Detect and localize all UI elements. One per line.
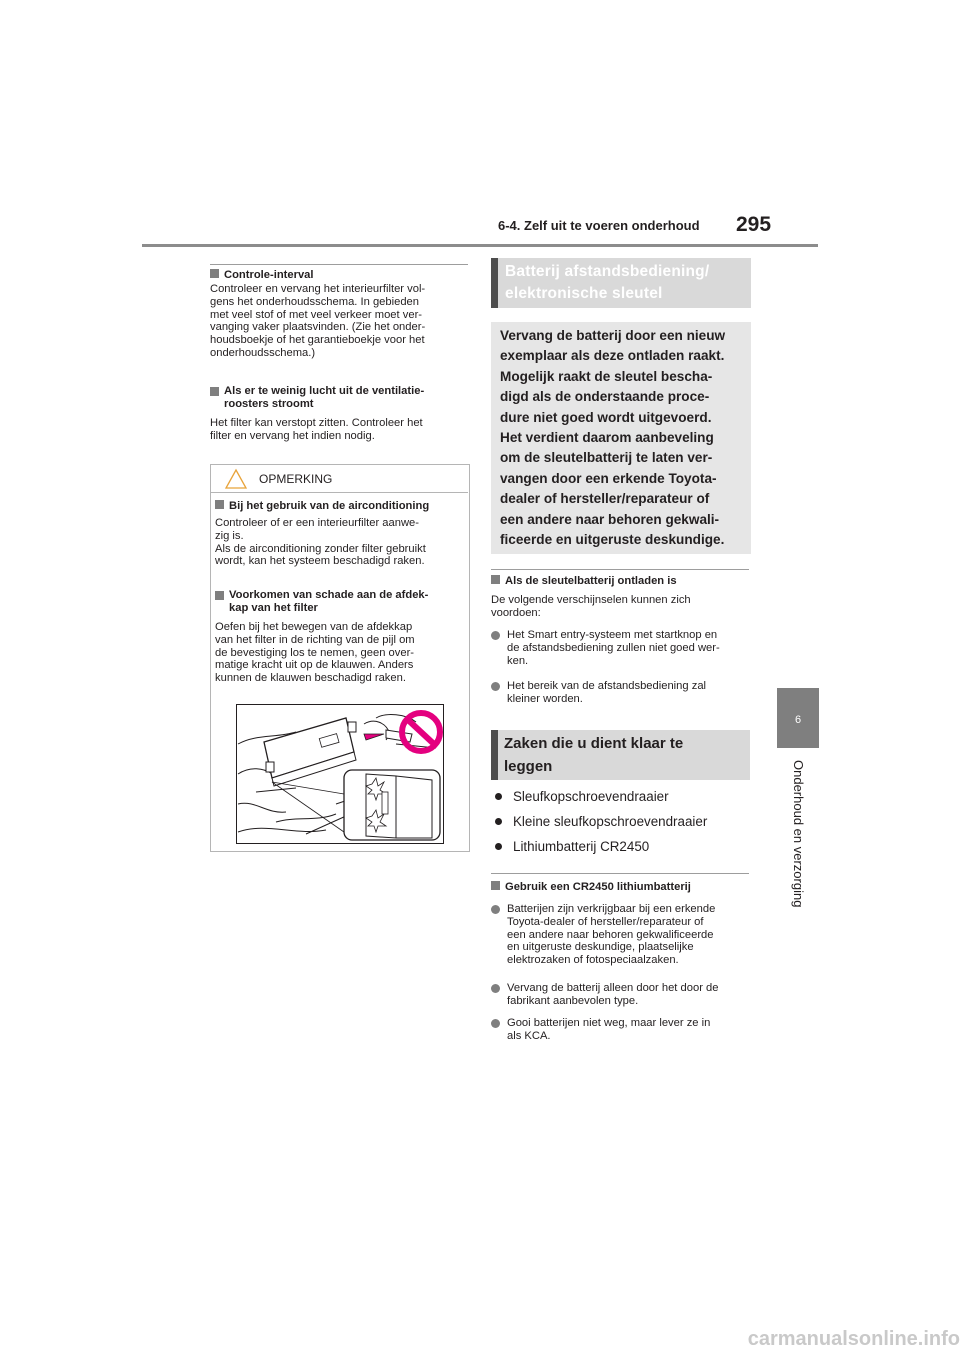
notice-item2-body: Oefen bij het bewegen van de afdekkap van het filter in de richting van de pijl om de bevestiging los te nemen, geen over- matige kracht uit op de klauwen. Anders kunnen de klauwen beschadigd raken.: [215, 621, 415, 685]
filter-cover-illustration: [236, 704, 444, 844]
notice-item1-body: Controleer of er een interieurfilter aanwe- zig is. Als de airconditioning zonder filter gebruikt wordt, kan het systeem beschadigd raken.: [215, 517, 426, 568]
square-bullet-icon: [215, 591, 224, 600]
notice-item2-heading: Voorkomen van schade aan de afdek- kap van het filter: [215, 589, 467, 615]
ontladen-body: De volgende verschijnselen kunnen zich voordoen:: [491, 594, 691, 619]
battery-section-heading-text: Batterij afstandsbediening/ elektronische sleutel: [505, 263, 710, 302]
controle-body: Controleer en vervang het interieurfilter vol- gens het onderhoudsschema. In gebieden met veel stof of met veel verkeer moet ver- vanging vaker plaatsvinden. (Zie het onder- houdsboekje of het garantieboekje voor het onderhoudsschema.): [210, 283, 426, 359]
round-bullet-icon: [491, 905, 500, 914]
square-bullet-icon: [210, 387, 219, 396]
section-rule: [491, 873, 749, 874]
cr2450-bullet-2: Vervang de batterij alleen door het door de fabrikant aanbevolen type.: [491, 982, 769, 1008]
tool-item-3: Lithiumbatterij CR2450: [491, 839, 649, 855]
header-rule: [142, 244, 818, 247]
round-bullet-icon: [491, 1019, 500, 1028]
weinig-lucht-heading: Als er te weinig lucht uit de ventilatie- roosters stroomt: [210, 385, 470, 411]
chapter-number: 6: [794, 714, 802, 726]
round-bullet-icon: [491, 682, 500, 691]
round-bullet-icon: [495, 843, 502, 850]
round-bullet-icon: [491, 631, 500, 640]
cr2450-bullet-3: Gooi batterijen niet weg, maar lever ze in als KCA.: [491, 1017, 769, 1043]
square-bullet-icon: [491, 575, 500, 584]
round-bullet-icon: [495, 793, 502, 800]
notice-item1-heading: Bij het gebruik van de airconditioning: [215, 500, 429, 513]
klaar-section-heading-text: Zaken die u dient klaar te leggen: [504, 735, 684, 775]
tool-item-1: Sleufkopschroevendraaier: [491, 789, 669, 805]
controle-heading: Controle-interval: [210, 269, 314, 282]
ontladen-bullet-1: Het Smart entry-systeem met startknop en de afstandsbediening zullen niet goed wer- ken.: [491, 629, 769, 667]
notice-separator: [211, 492, 468, 493]
section-rule: [210, 264, 468, 265]
page-number: 295: [736, 213, 772, 236]
section-rule: [491, 569, 749, 570]
warning-triangle-icon: [224, 468, 248, 490]
battery-note-text: Vervang de batterij door een nieuw exemplaar als deze ontladen raakt. Mogelijk raakt de sleutel bescha- digd als de onderstaande proce- dure niet goed wordt uitgevoerd. Het verdient daarom aanbeveling om de sleutelbatterij te laten ver- vangen door een erkende Toyota- dealer of hersteller/reparateur of een andere naar behoren gekwali- ficeerde en uitgeruste deskundige.: [500, 328, 726, 548]
square-bullet-icon: [215, 500, 224, 509]
cr2450-bullet-1: Batterijen zijn verkrijgbaar bij een erkende Toyota-dealer of hersteller/reparateur of een andere naar behoren gekwalificeerde en uitgeruste deskundige, plaatselijke elektrozaken of fotospeciaalzaken.: [491, 903, 769, 967]
watermark: carmanualsonline.info: [747, 1328, 960, 1350]
cr2450-heading: Gebruik een CR2450 lithiumbatterij: [491, 881, 691, 894]
tool-item-2: Kleine sleufkopschroevendraaier: [491, 814, 707, 830]
round-bullet-icon: [495, 818, 502, 825]
chapter-label: Onderhoud en verzorging: [791, 760, 806, 908]
notice-title: OPMERKING: [259, 472, 333, 486]
round-bullet-icon: [491, 984, 500, 993]
ontladen-heading: Als de sleutelbatterij ontladen is: [491, 575, 677, 588]
square-bullet-icon: [491, 881, 500, 890]
square-bullet-icon: [210, 269, 219, 278]
weinig-lucht-body: Het filter kan verstopt zitten. Controleer het filter en vervang het indien nodig.: [210, 417, 423, 442]
section-title: 6-4. Zelf uit te voeren onderhoud: [498, 218, 700, 233]
ontladen-bullet-2: Het bereik van de afstandsbediening zal kleiner worden.: [491, 680, 769, 706]
